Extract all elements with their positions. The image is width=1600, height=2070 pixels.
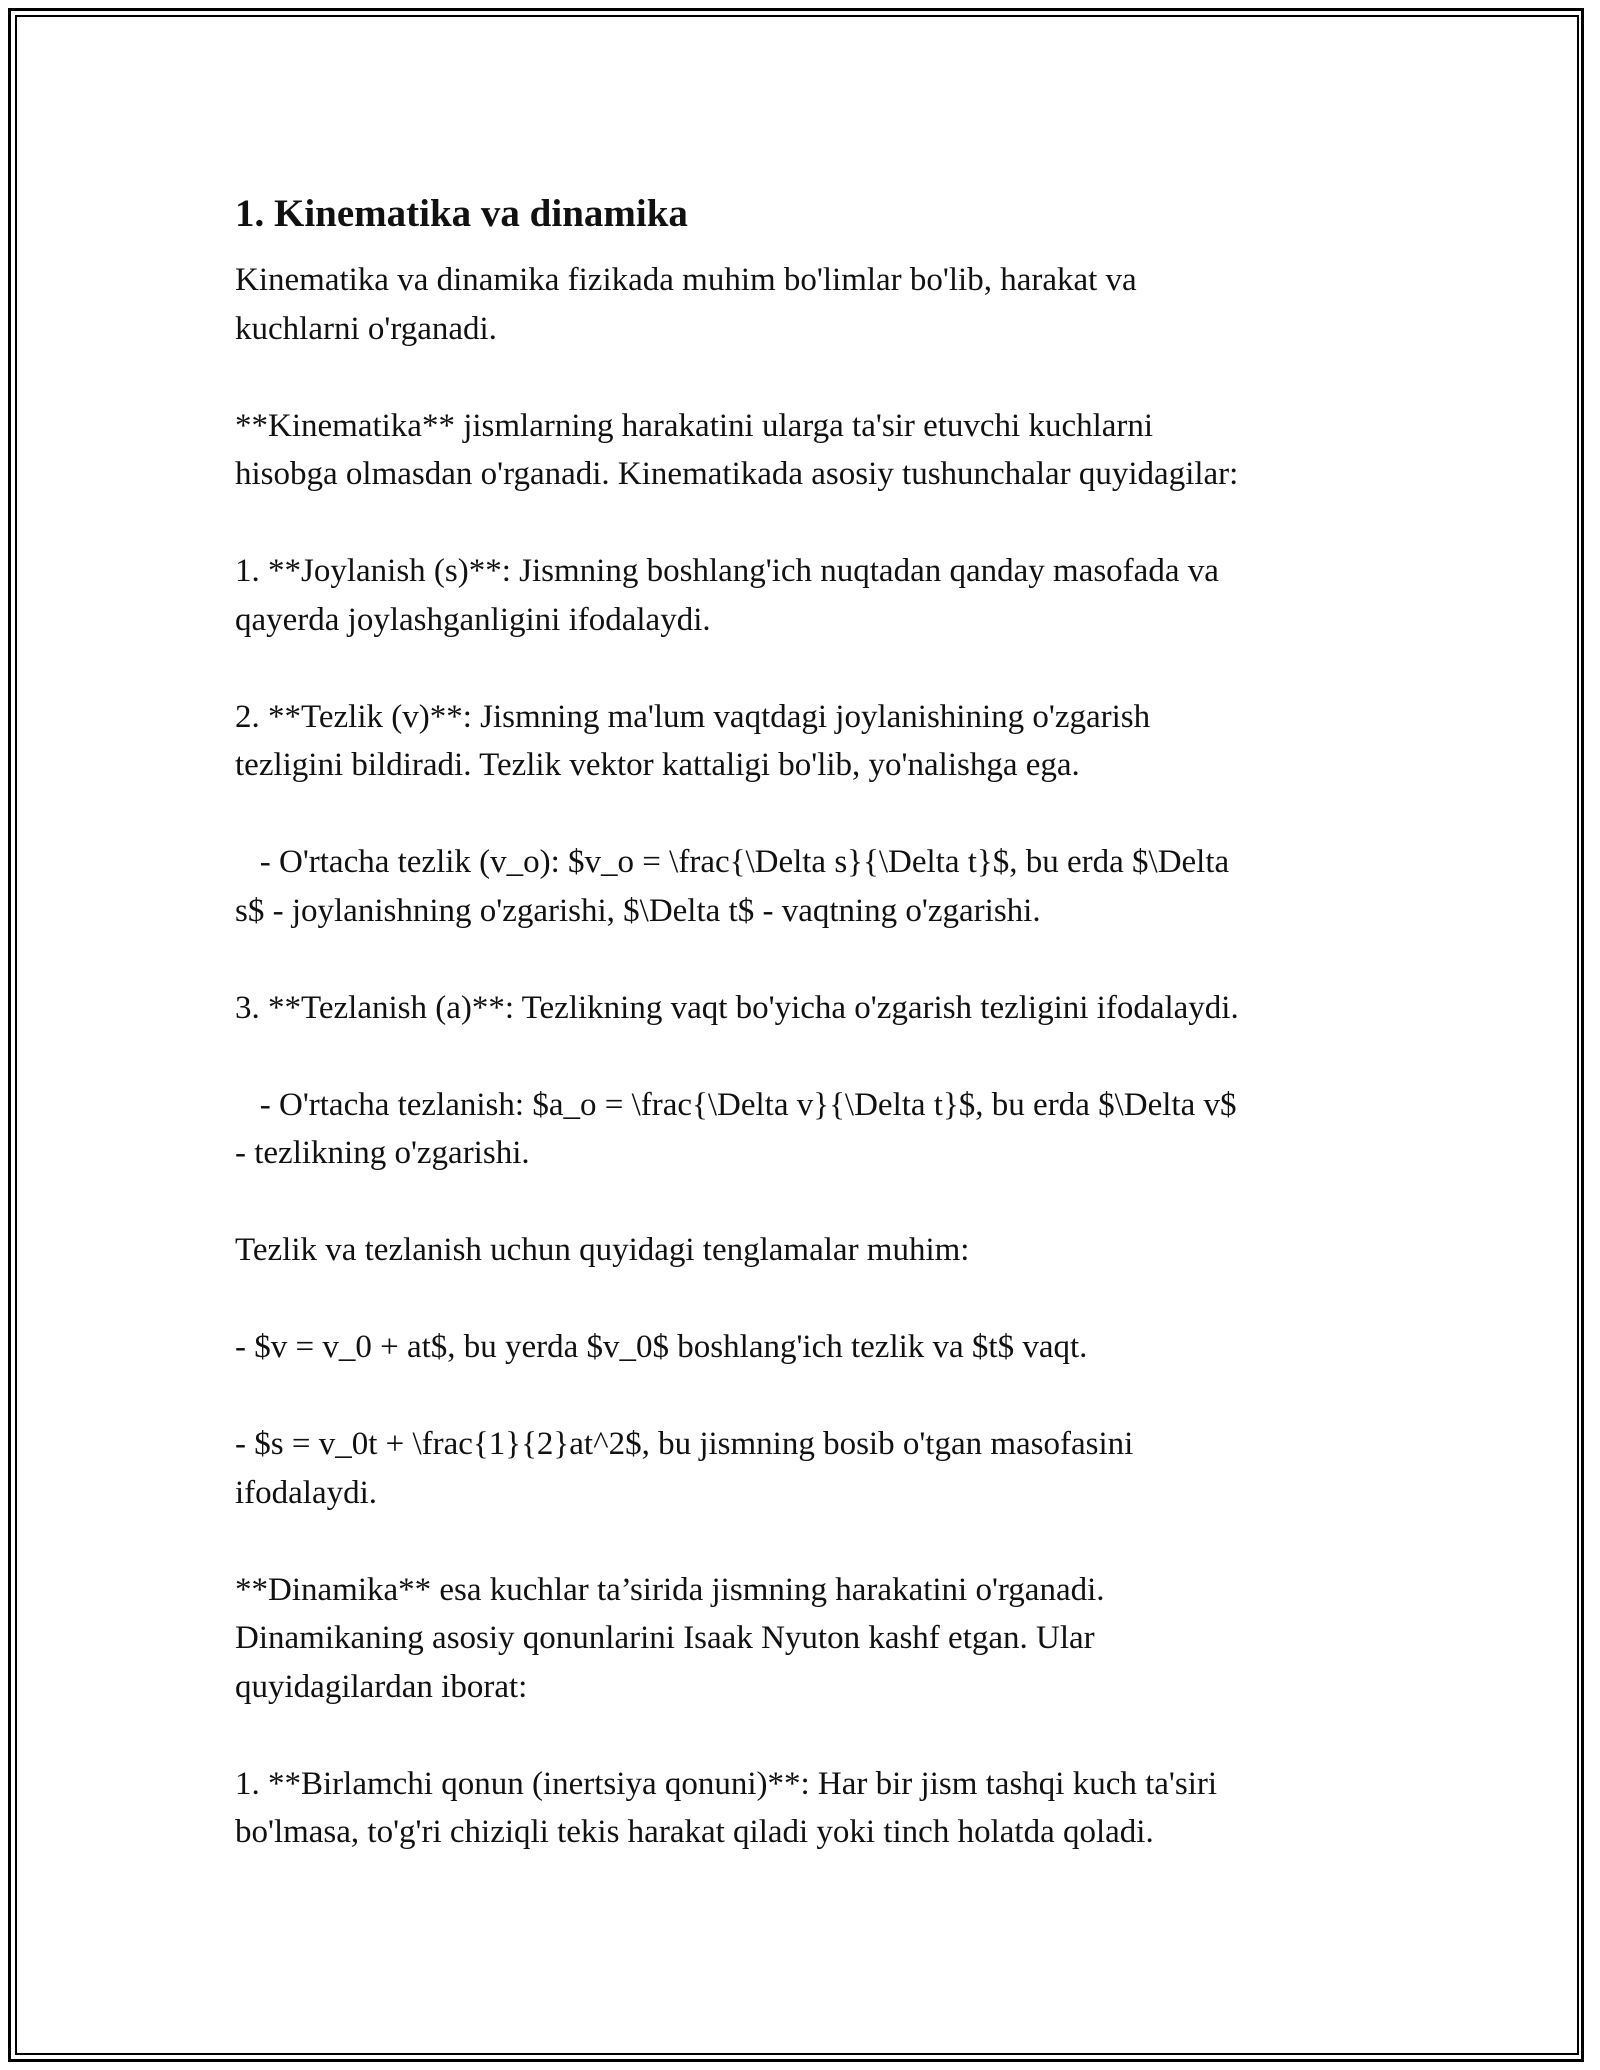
list-item-tezlanish: 3. **Tezlanish (a)**: Tezlikning vaqt bo'yicha o'zgarish tezligini ifodalaydi. <box>235 989 1239 1026</box>
equation-displacement: - $s = v_0t + \frac{1}{2}at^2$, bu jismning bosib o'tgan masofasini ifodalaydi. <box>235 1426 1134 1511</box>
list-item-tezlik: 2. **Tezlik (v)**: Jismning ma'lum vaqtdagi joylanishining o'zgarish tezligini bildiradi. Tezlik vektor kattaligi bo'lib, yo'nalishga ega. <box>235 698 1151 783</box>
paragraph-kinematika: **Kinematika** jismlarning harakatini ularga ta'sir etuvchi kuchlarni hisobga olmasdan o'rganadi. Kinematikada asosiy tushunchalar quyidagilar: <box>235 407 1239 492</box>
sub-item-ortacha-tezlanish: - O'rtacha tezlanish: $a_o = \frac{\Delta v}{\Delta t}$, bu erda $\Delta v$ - tezlikning o'zgarishi. <box>235 1086 1237 1171</box>
list-item-birlamchi-qonun: 1. **Birlamchi qonun (inertsiya qonuni)**: Har bir jism tashqi kuch ta'siri bo'lmasa, to'g'ri chiziqli tekis harakat qiladi yoki tinch holatda qoladi. <box>235 1765 1218 1850</box>
document-body <box>235 186 1365 1857</box>
paragraph-intro: Kinematika va dinamika fizikada muhim bo'limlar bo'lib, harakat va kuchlarni o'rganadi. <box>235 262 1137 347</box>
section-title: 1. Kinematika va dinamika <box>235 192 688 235</box>
list-item-joylanish: 1. **Joylanish (s)**: Jismning boshlang'ich nuqtadan qanday masofada va qayerda joylashganligini ifodalaydi. <box>235 553 1219 638</box>
equation-velocity: - $v = v_0 + at$, bu yerda $v_0$ boshlang'ich tezlik va $t$ vaqt. <box>235 1329 1088 1365</box>
sub-item-ortacha-tezlik: - O'rtacha tezlik (v_o): $v_o = \frac{\Delta s}{\Delta t}$, bu erda $\Delta s$ - joylanishning o'zgarishi, $\Delta t$ - vaqtning o'zgarishi. <box>235 844 1230 929</box>
paragraph-dinamika: **Dinamika** esa kuchlar ta’sirida jismning harakatini o'rganadi. Dinamikaning asosiy qonunlarini Isaak Nyuton kashf etgan. Ular quyidagilardan iborat: <box>235 1571 1105 1705</box>
paragraph-equations-intro: Tezlik va tezlanish uchun quyidagi tenglamalar muhim: <box>235 1232 970 1268</box>
